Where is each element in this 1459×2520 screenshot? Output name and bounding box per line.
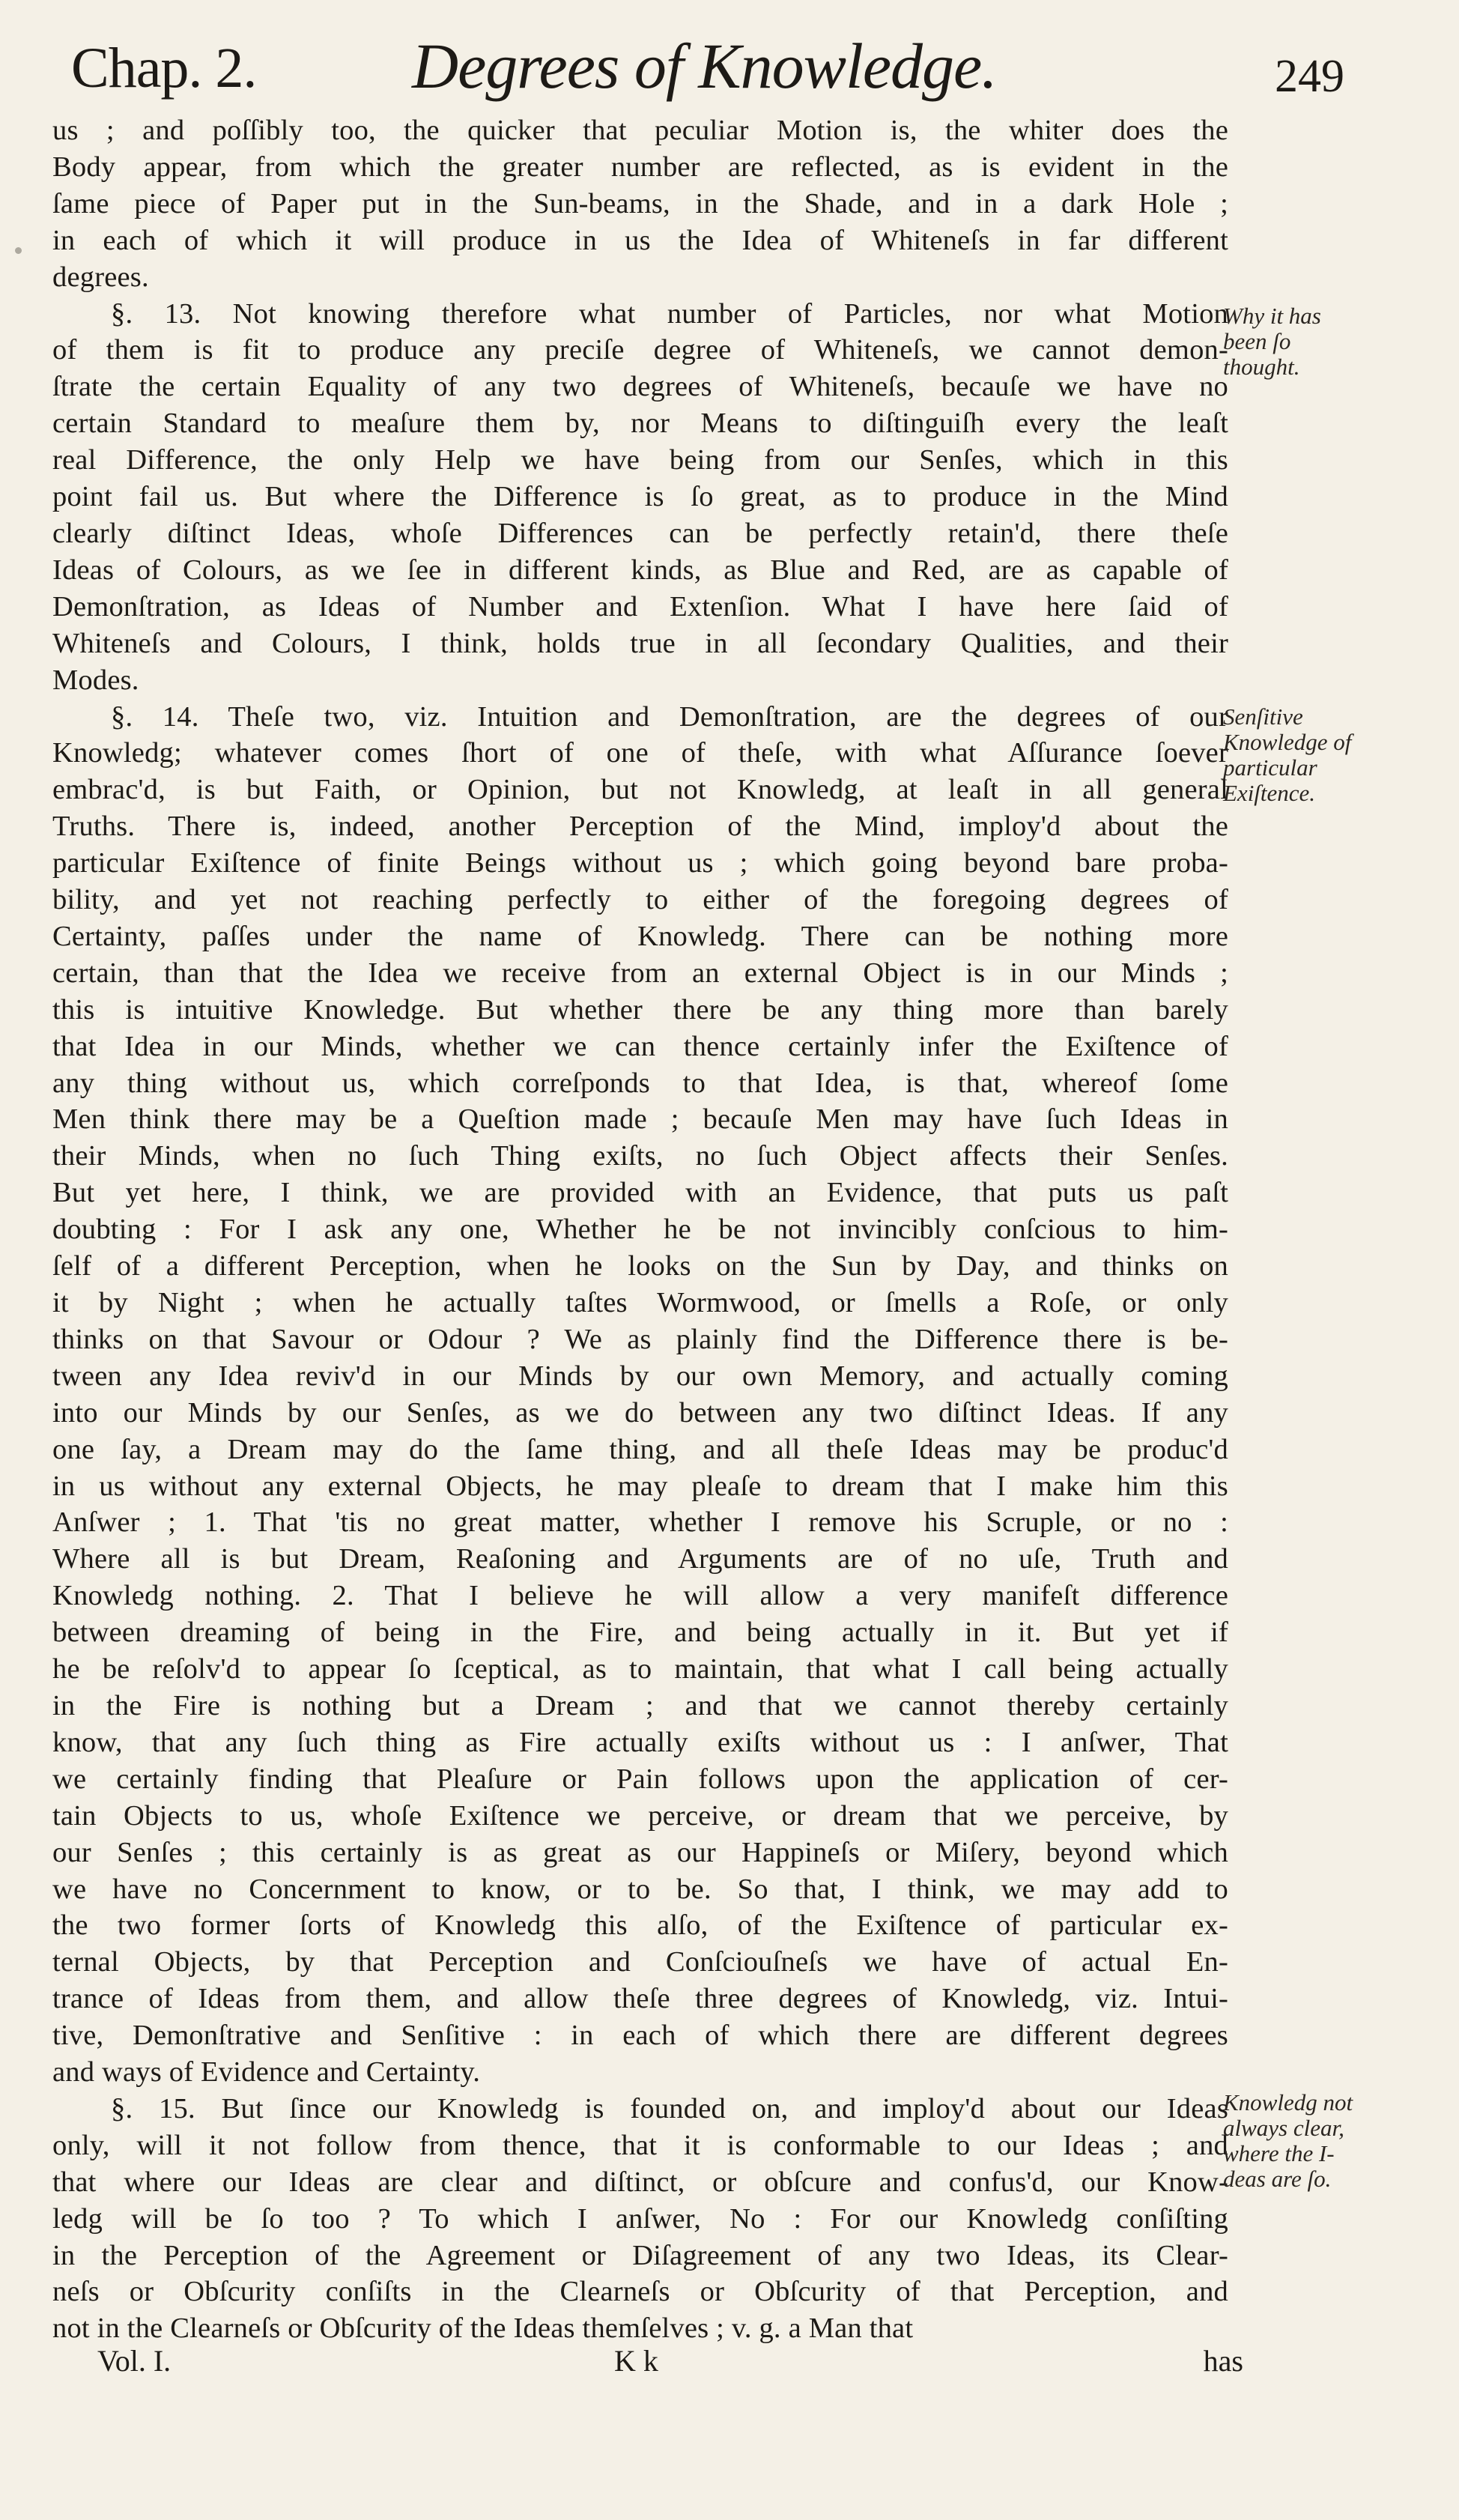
text-line: in the Fire is nothing but a Dream ; and that we cannot thereby certainly (52, 1689, 1228, 1721)
text-line: we have no Concernment to know, or to be. So that, I think, we may add to (52, 1873, 1228, 1905)
text-line: our Senſes ; this certainly is as great as our Happineſs or Miſery, beyond which (52, 1836, 1228, 1868)
signature-mark: K k (614, 2344, 658, 2378)
text-line: their Minds, when no ſuch Thing exiſts, no ſuch Object affects their Senſes. (52, 1140, 1228, 1172)
text-line: But yet here, I think, we are provided with an Evidence, that puts us paſt (52, 1177, 1228, 1209)
margin-note-line: been ſo (1223, 328, 1291, 354)
text-line: real Difference, the only Help we have being from our Senſes, which in this (52, 444, 1228, 476)
margin-note-line: always clear, (1223, 2115, 1344, 2141)
text-line: ſelf of a different Perception, when he looks on the Sun by Day, and thinks on (52, 1250, 1228, 1282)
margin-note-line: Exiſtence. (1223, 780, 1316, 806)
text-line: Demonſtration, as Ideas of Number and Extenſion. What I have here ſaid of (52, 590, 1228, 623)
text-line: neſs or Obſcurity conſiſts in the Clearneſs or Obſcurity of that Perception, and (52, 2276, 1228, 2308)
text-line: point fail us. But where the Difference is ſo great, as to produce in the Mind (52, 481, 1228, 513)
margin-note-sensitive-knowledge (1223, 704, 1373, 806)
text-line: Certainty, paſſes under the name of Knowledg. There can be nothing more (52, 920, 1228, 952)
text-line: one ſay, a Dream may do the ſame thing, and all theſe Ideas may be produc'd (52, 1433, 1228, 1465)
text-line: Truths. There is, indeed, another Perception of the Mind, imploy'd about the (52, 811, 1228, 843)
text-line: the two former ſorts of Knowledg this alſo, of the Exiſtence of particular ex- (52, 1909, 1228, 1942)
text-line: into our Minds by our Senſes, as we do between any two diſtinct Ideas. If any (52, 1396, 1228, 1429)
text-line: that where our Ideas are clear and diſtinct, or obſcure and confus'd, our Know- (52, 2166, 1228, 2198)
text-line: Body appear, from which the greater number are reflected, as is evident in the (52, 151, 1228, 183)
margin-note-why-thought (1223, 303, 1373, 380)
margin-note-line: thought. (1223, 354, 1300, 380)
chapter-label: Chap. 2. (71, 37, 257, 100)
text-line: doubting : For I ask any one, Whether he be not invincibly conſcious to him- (52, 1214, 1228, 1246)
text-line: we certainly finding that Pleaſure or Pain follows upon the application of cer- (52, 1763, 1228, 1795)
text-line: ſtrate the certain Equality of any two degrees of Whiteneſs, becauſe we have no (52, 371, 1228, 403)
text-line: degrees. (52, 261, 149, 293)
page-number: 249 (1275, 51, 1344, 102)
margin-note-line: where the I- (1223, 2140, 1335, 2166)
text-line: clearly diſtinct Ideas, whoſe Differences can be perfectly retain'd, there theſe (52, 517, 1228, 549)
text-line: tain Objects to us, whoſe Exiſtence we perceive, or dream that we perceive, by (52, 1799, 1228, 1832)
page-title: Degrees of Knowledge. (412, 30, 997, 102)
text-line: certain, than that the Idea we receive from an external Object is in our Minds ; (52, 957, 1228, 989)
text-line: in us without any external Objects, he may pleaſe to dream that I make him this (52, 1470, 1228, 1502)
margin-note-line: deas are ſo. (1223, 2166, 1332, 2192)
text-line: trance of Ideas from them, and allow theſe three degrees of Knowledg, viz. Intui- (52, 1983, 1228, 2015)
page-footer (97, 2342, 1243, 2387)
text-line: that Idea in our Minds, whether we can thence certainly infer the Exiſtence of (52, 1030, 1228, 1062)
text-line: tween any Idea reviv'd in our Minds by our own Memory, and actually coming (52, 1360, 1228, 1392)
text-line: ſame piece of Paper put in the Sun-beams, in the Shade, and in a dark Hole ; (52, 187, 1228, 219)
margin-note-line: Knowledg not (1223, 2089, 1353, 2115)
text-line: he be reſolv'd to appear ſo ſceptical, as to maintain, that what I call being actually (52, 1653, 1228, 1685)
text-line: particular Exiſtence of finite Beings without us ; which going beyond bare proba- (52, 847, 1228, 879)
text-line: ternal Objects, by that Perception and Conſciouſneſs we have of actual En- (52, 1946, 1228, 1978)
margin-note-line: Senſitive (1223, 703, 1303, 730)
margin-note-line: Knowledge of (1223, 729, 1352, 755)
text-line: in each of which it will produce in us the Idea of Whiteneſs in far different (52, 224, 1228, 256)
margin-note-line: particular (1223, 754, 1317, 781)
margin-note-line: Why it has (1223, 303, 1321, 329)
text-line: bility, and yet not reaching perfectly to either of the foregoing degrees of (52, 884, 1228, 916)
text-line: Whiteneſs and Colours, I think, holds true in all ſecondary Qualities, and their (52, 627, 1228, 659)
text-line: Where all is but Dream, Reaſoning and Arguments are of no uſe, Truth and (52, 1543, 1228, 1575)
text-line: certain Standard to meaſure them by, nor Means to diſtinguiſh every the leaſt (52, 408, 1228, 440)
text-line: §. 13. Not knowing therefore what number of Particles, nor what Motion (111, 297, 1228, 330)
text-line: this is intuitive Knowledge. But whether there be any thing more than barely (52, 993, 1228, 1026)
body-text (52, 112, 1228, 2347)
margin-note-knowledg-not-clear (1223, 2090, 1373, 2192)
text-line: any thing without us, which correſponds to that Idea, is that, whereof ſome (52, 1067, 1228, 1099)
running-header (71, 30, 1359, 105)
text-line: of them is fit to produce any preciſe degree of Whiteneſs, we cannot demon- (52, 334, 1228, 366)
text-line: Knowledg nothing. 2. That I believe he will allow a very manifeſt difference (52, 1580, 1228, 1612)
text-line: it by Night ; when he actually taſtes Wormwood, or ſmells a Roſe, or only (52, 1287, 1228, 1318)
text-line: §. 14. Theſe two, viz. Intuition and Demonſtration, are the degrees of our (111, 700, 1228, 733)
text-line: us ; and poſſibly too, the quicker that peculiar Motion is, the whiter does the (52, 115, 1228, 146)
text-line: ledg will be ſo too ? To which I anſwer, No : For our Knowledg conſiſting (52, 2202, 1228, 2235)
text-line: Men think there may be a Queſtion made ; becauſe Men may have ſuch Ideas in (52, 1103, 1228, 1136)
text-line: in the Perception of the Agreement or Diſagreement of any two Ideas, its Clear- (52, 2239, 1228, 2271)
text-line: embrac'd, is but Faith, or Opinion, but not Knowledg, at leaſt in all general (52, 774, 1228, 806)
text-line: Knowledg; whatever comes ſhort of one of theſe, with what Aſſurance ſoever (52, 737, 1228, 769)
text-line: Ideas of Colours, as we ſee in different kinds, as Blue and Red, are as capable of (52, 554, 1228, 586)
catchword: has (1203, 2344, 1243, 2378)
text-line: not in the Clearneſs or Obſcurity of the Ideas themſelves ; v. g. a Man that (52, 2312, 914, 2345)
text-line: thinks on that Savour or Odour ? We as plainly find the Difference there is be- (52, 1323, 1228, 1355)
text-line: Modes. (52, 664, 139, 696)
text-line: tive, Demonſtrative and Senſitive : in each of which there are different degrees (52, 2020, 1228, 2052)
text-line: only, will it not follow from thence, that it is conformable to our Ideas ; and (52, 2129, 1228, 2161)
text-line: know, that any ſuch thing as Fire actually exiſts without us : I anſwer, That (52, 1726, 1228, 1758)
ink-speck (15, 247, 22, 254)
text-line: between dreaming of being in the Fire, and being actually in it. But yet if (52, 1617, 1228, 1649)
text-line: §. 15. But ſince our Knowledg is founded on, and imploy'd about our Ideas (111, 2092, 1228, 2124)
text-line: and ways of Evidence and Certainty. (52, 2056, 481, 2089)
volume-label: Vol. I. (97, 2344, 172, 2378)
text-line: Anſwer ; 1. That 'tis no great matter, whether I remove his Scruple, or no : (52, 1506, 1228, 1539)
